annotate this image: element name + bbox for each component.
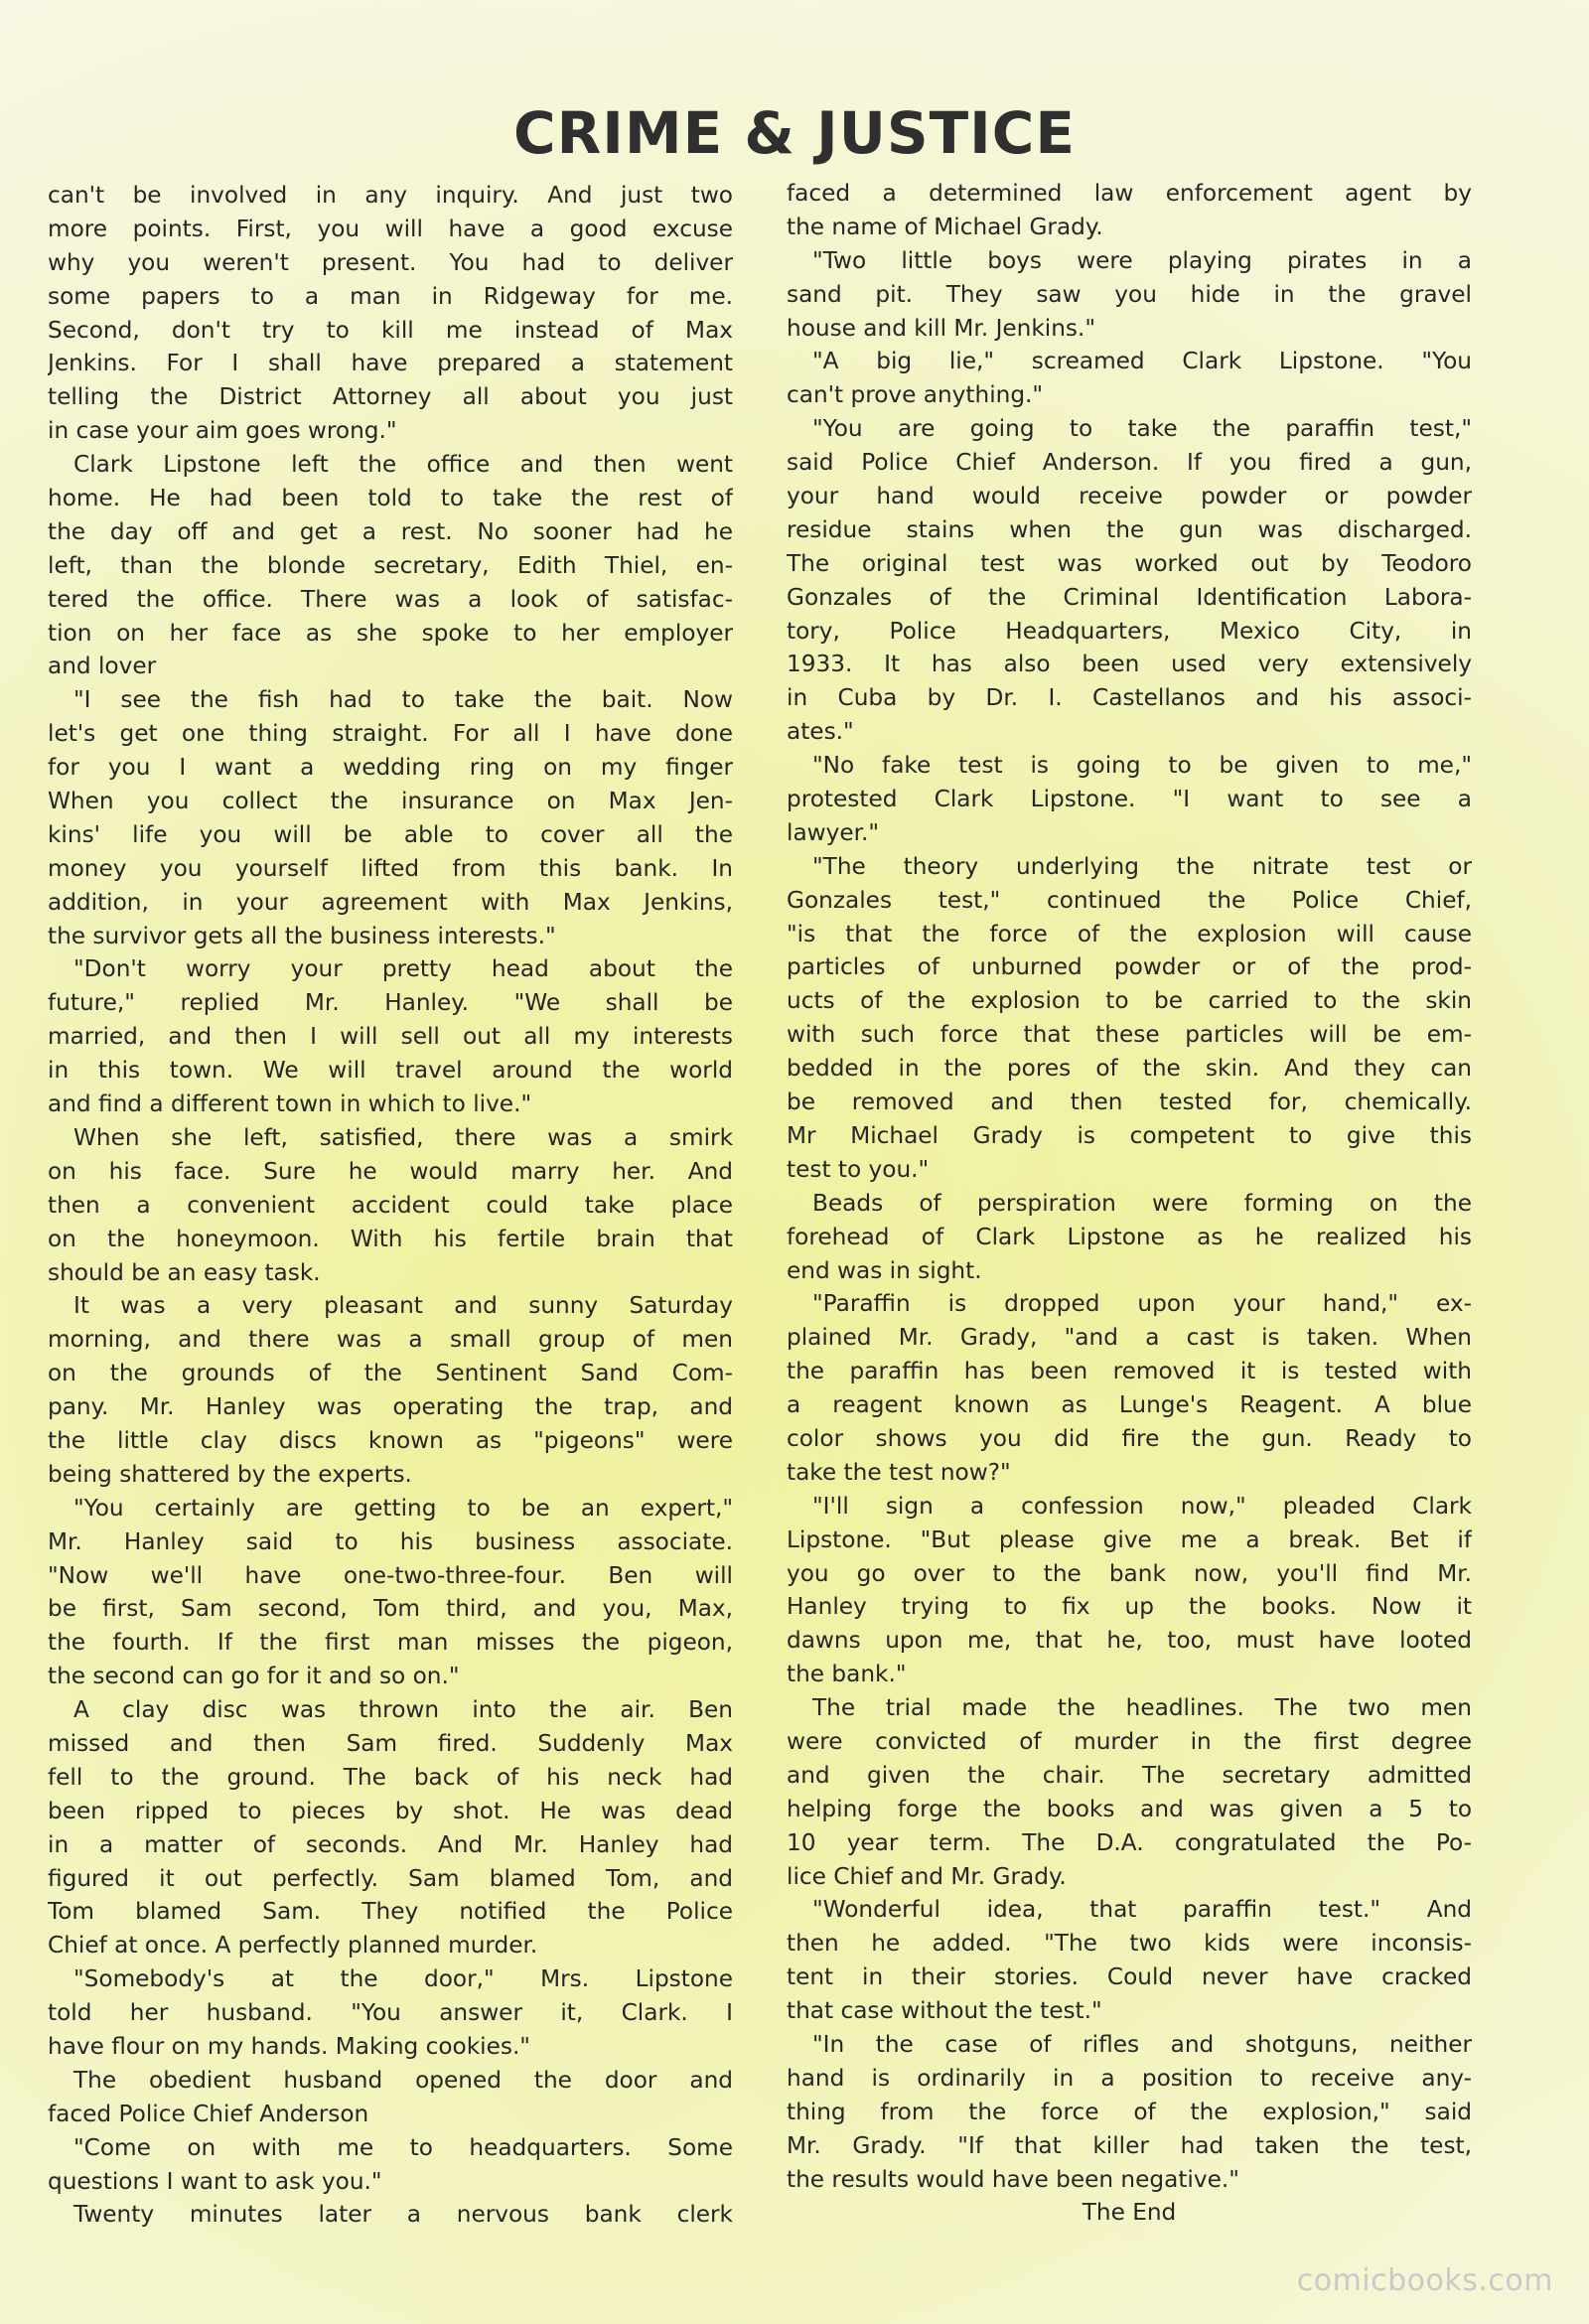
text-line: Mr. Grady. "If that killer had taken the test,: [787, 2131, 1472, 2159]
text-line: When she left, satisfied, there was a smirk: [73, 1123, 733, 1151]
text-line: sand pit. They saw you hide in the gravel: [787, 280, 1472, 308]
text-line: "The theory underlying the nitrate test or: [812, 852, 1472, 880]
text-line: kins' life you will be able to cover all the: [48, 820, 733, 848]
text-line: the little clay discs known as "pigeons" were: [48, 1426, 733, 1454]
text-line: the bank.": [787, 1661, 907, 1688]
text-line: Gonzales test," continued the Police Chief,: [787, 886, 1472, 914]
text-line: have flour on my hands. Making cookies.": [48, 2032, 530, 2060]
text-line: in a matter of seconds. And Mr. Hanley had: [48, 1830, 733, 1858]
text-line: Second, don't try to kill me instead of Max: [48, 316, 733, 344]
text-line: "I see the fish had to take the bait. Now: [73, 686, 733, 714]
text-line: "I'll sign a confession now," pleaded Clark: [812, 1492, 1472, 1520]
text-line: "A big lie," screamed Clark Lipstone. "You: [812, 348, 1472, 375]
text-line: A clay disc was thrown into the air. Ben: [73, 1696, 733, 1724]
text-line: Clark Lipstone left the office and then went: [73, 451, 733, 479]
text-line: The obedient husband opened the door and: [73, 2066, 733, 2094]
text-line: When you collect the insurance on Max Jen-: [48, 788, 733, 815]
text-line: "Don't worry your pretty head about the: [73, 955, 733, 983]
text-line: "In the case of rifles and shotguns, neither: [812, 2030, 1472, 2058]
text-line: can't prove anything.": [787, 381, 1044, 409]
text-line: Chief at once. A perfectly planned murder.: [48, 1932, 538, 1960]
text-line: faced Police Chief Anderson: [48, 2100, 369, 2127]
text-line: questions I want to ask you.": [48, 2167, 382, 2195]
text-line: morning, and there was a small group of men: [48, 1326, 733, 1354]
text-line: the second can go for it and so on.": [48, 1663, 460, 1690]
text-line: end was in sight.: [787, 1256, 982, 1284]
text-line: take the test now?": [787, 1458, 1011, 1486]
text-line: faced a determined law enforcement agent by: [787, 180, 1472, 207]
text-line: can't be involved in any inquiry. And just two: [48, 182, 733, 209]
text-line: on the honeymoon. With his fertile brain that: [48, 1225, 733, 1252]
text-line: "No fake test is going to be given to me,": [812, 752, 1472, 780]
text-line: should be an easy task.: [48, 1258, 321, 1286]
text-line: tent in their stories. Could never have cracked: [787, 1963, 1472, 1991]
text-line: then a convenient accident could take place: [48, 1191, 733, 1219]
text-line: color shows you did fire the gun. Ready to: [787, 1424, 1472, 1452]
text-line: Jenkins. For I shall have prepared a statement: [48, 350, 733, 377]
text-line: a reagent known as Lunge's Reagent. A blue: [787, 1391, 1472, 1419]
text-line: the name of Michael Grady.: [787, 213, 1103, 240]
left-column: [48, 179, 733, 2232]
text-line: the paraffin has been removed it is tested with: [787, 1358, 1472, 1385]
text-line: the survivor gets all the business interests.": [48, 922, 556, 949]
text-line: ucts of the explosion to be carried to the skin: [787, 987, 1472, 1015]
text-line: The original test was worked out by Teodoro: [787, 549, 1472, 577]
text-line: you go over to the bank now, you'll find Mr.: [787, 1559, 1472, 1587]
text-line: that case without the test.": [787, 1997, 1102, 2025]
text-line: pany. Mr. Hanley was operating the trap, and: [48, 1393, 733, 1421]
text-line: for you I want a wedding ring on my finger: [48, 754, 733, 782]
text-line: why you weren't present. You had to deliver: [48, 248, 733, 276]
text-line: forehead of Clark Lipstone as he realized his: [787, 1223, 1472, 1250]
text-line: helping forge the books and was given a 5 to: [787, 1795, 1472, 1822]
text-line: protested Clark Lipstone. "I want to see a: [787, 786, 1472, 813]
text-line: home. He had been told to take the rest of: [48, 485, 733, 512]
text-line: fell to the ground. The back of his neck had: [48, 1763, 733, 1791]
text-line: in this town. We will travel around the world: [48, 1057, 733, 1085]
page-title: CRIME & JUSTICE: [513, 99, 1076, 167]
text-line: "Wonderful idea, that paraffin test." And: [812, 1896, 1472, 1924]
text-line: lawyer.": [787, 818, 880, 846]
text-line: test to you.": [787, 1155, 930, 1183]
text-line: The trial made the headlines. The two men: [812, 1694, 1472, 1722]
text-line: future," replied Mr. Hanley. "We shall be: [48, 989, 733, 1017]
right-column: [787, 177, 1472, 2230]
text-line: particles of unburned powder or of the prod-: [787, 953, 1472, 981]
text-line: bedded in the pores of the skin. And they can: [787, 1055, 1472, 1083]
text-line: The End: [1082, 2199, 1177, 2227]
text-line: be removed and then tested for, chemically.: [787, 1089, 1472, 1116]
text-line: hand is ordinarily in a position to receive any-: [787, 2064, 1472, 2092]
text-line: tory, Police Headquarters, Mexico City, in: [787, 617, 1472, 645]
text-line: Tom blamed Sam. They notified the Police: [48, 1898, 733, 1926]
text-line: with such force that these particles will be em-: [787, 1021, 1472, 1049]
text-line: and find a different town in which to live.": [48, 1090, 532, 1118]
text-line: telling the District Attorney all about you just: [48, 383, 733, 411]
text-line: "Come on with me to headquarters. Some: [73, 2133, 733, 2161]
text-line: house and kill Mr. Jenkins.": [787, 314, 1096, 342]
text-line: "Now we'll have one-two-three-four. Ben will: [48, 1561, 733, 1589]
text-line: ates.": [787, 718, 854, 746]
text-line: 1933. It has also been used very extensively: [787, 651, 1472, 678]
text-line: It was a very pleasant and sunny Saturday: [73, 1292, 733, 1320]
text-line: the results would have been negative.": [787, 2165, 1239, 2193]
text-line: said Police Chief Anderson. If you fired a gun,: [787, 449, 1472, 477]
text-line: tion on her face as she spoke to her employer: [48, 619, 733, 647]
text-line: more points. First, you will have a good excuse: [48, 215, 733, 242]
text-line: money you yourself lifted from this bank. In: [48, 854, 733, 882]
text-line: be first, Sam second, Tom third, and you, Max,: [48, 1595, 733, 1623]
text-line: were convicted of murder in the first degree: [787, 1727, 1472, 1755]
watermark: comicbooks.com: [1296, 2263, 1553, 2298]
text-line: your hand would receive powder or powder: [787, 483, 1472, 510]
text-line: the fourth. If the first man misses the pigeon,: [48, 1629, 733, 1657]
text-line: "Two little boys were playing pirates in a: [812, 246, 1472, 274]
text-line: 10 year term. The D.A. congratulated the Po-: [787, 1828, 1472, 1856]
text-line: "Somebody's at the door," Mrs. Lipstone: [73, 1965, 733, 1993]
text-line: addition, in your agreement with Max Jenkins,: [48, 888, 733, 916]
text-line: left, than the blonde secretary, Edith Thiel, en-: [48, 551, 733, 579]
text-line: on the grounds of the Sentinent Sand Com-: [48, 1360, 733, 1387]
text-line: Lipstone. "But please give me a break. Bet if: [787, 1525, 1472, 1553]
text-line: missed and then Sam fired. Suddenly Max: [48, 1729, 733, 1757]
text-line: lice Chief and Mr. Grady.: [787, 1862, 1067, 1890]
text-line: on his face. Sure he would marry her. And: [48, 1157, 733, 1185]
text-line: Beads of perspiration were forming on the: [812, 1189, 1472, 1217]
text-line: and lover: [48, 653, 157, 680]
text-line: thing from the force of the explosion," said: [787, 2098, 1472, 2125]
text-line: in case your aim goes wrong.": [48, 417, 397, 445]
text-line: let's get one thing straight. For all I have done: [48, 720, 733, 748]
text-line: Mr Michael Grady is competent to give this: [787, 1121, 1472, 1149]
text-line: some papers to a man in Ridgeway for me.: [48, 282, 733, 310]
text-line: been ripped to pieces by shot. He was dead: [48, 1797, 733, 1824]
text-line: residue stains when the gun was discharged.: [787, 515, 1472, 543]
text-line: Gonzales of the Criminal Identification Labora-: [787, 583, 1472, 611]
text-line: then he added. "The two kids were inconsis-: [787, 1930, 1472, 1958]
text-line: being shattered by the experts.: [48, 1460, 412, 1488]
text-line: Twenty minutes later a nervous bank clerk: [73, 2201, 733, 2229]
text-line: and given the chair. The secretary admitted: [787, 1761, 1472, 1789]
text-line: "Paraffin is dropped upon your hand," ex-: [812, 1290, 1472, 1318]
text-line: plained Mr. Grady, "and a cast is taken. When: [787, 1324, 1472, 1352]
text-line: in Cuba by Dr. I. Castellanos and his associ-: [787, 684, 1472, 712]
text-line: dawns upon me, that he, too, must have looted: [787, 1627, 1472, 1655]
text-line: Hanley trying to fix up the books. Now it: [787, 1593, 1472, 1621]
text-line: "You are going to take the paraffin test,": [812, 415, 1472, 443]
text-line: figured it out perfectly. Sam blamed Tom, and: [48, 1864, 733, 1892]
text-line: the day off and get a rest. No sooner had he: [48, 517, 733, 545]
text-line: "You certainly are getting to be an expert,": [73, 1494, 733, 1522]
text-line: Mr. Hanley said to his business associate.: [48, 1527, 733, 1555]
text-line: "is that the force of the explosion will cause: [787, 920, 1472, 947]
text-line: married, and then I will sell out all my interests: [48, 1023, 733, 1051]
text-line: tered the office. There was a look of satisfac-: [48, 585, 733, 613]
text-line: told her husband. "You answer it, Clark. I: [48, 1999, 733, 2027]
